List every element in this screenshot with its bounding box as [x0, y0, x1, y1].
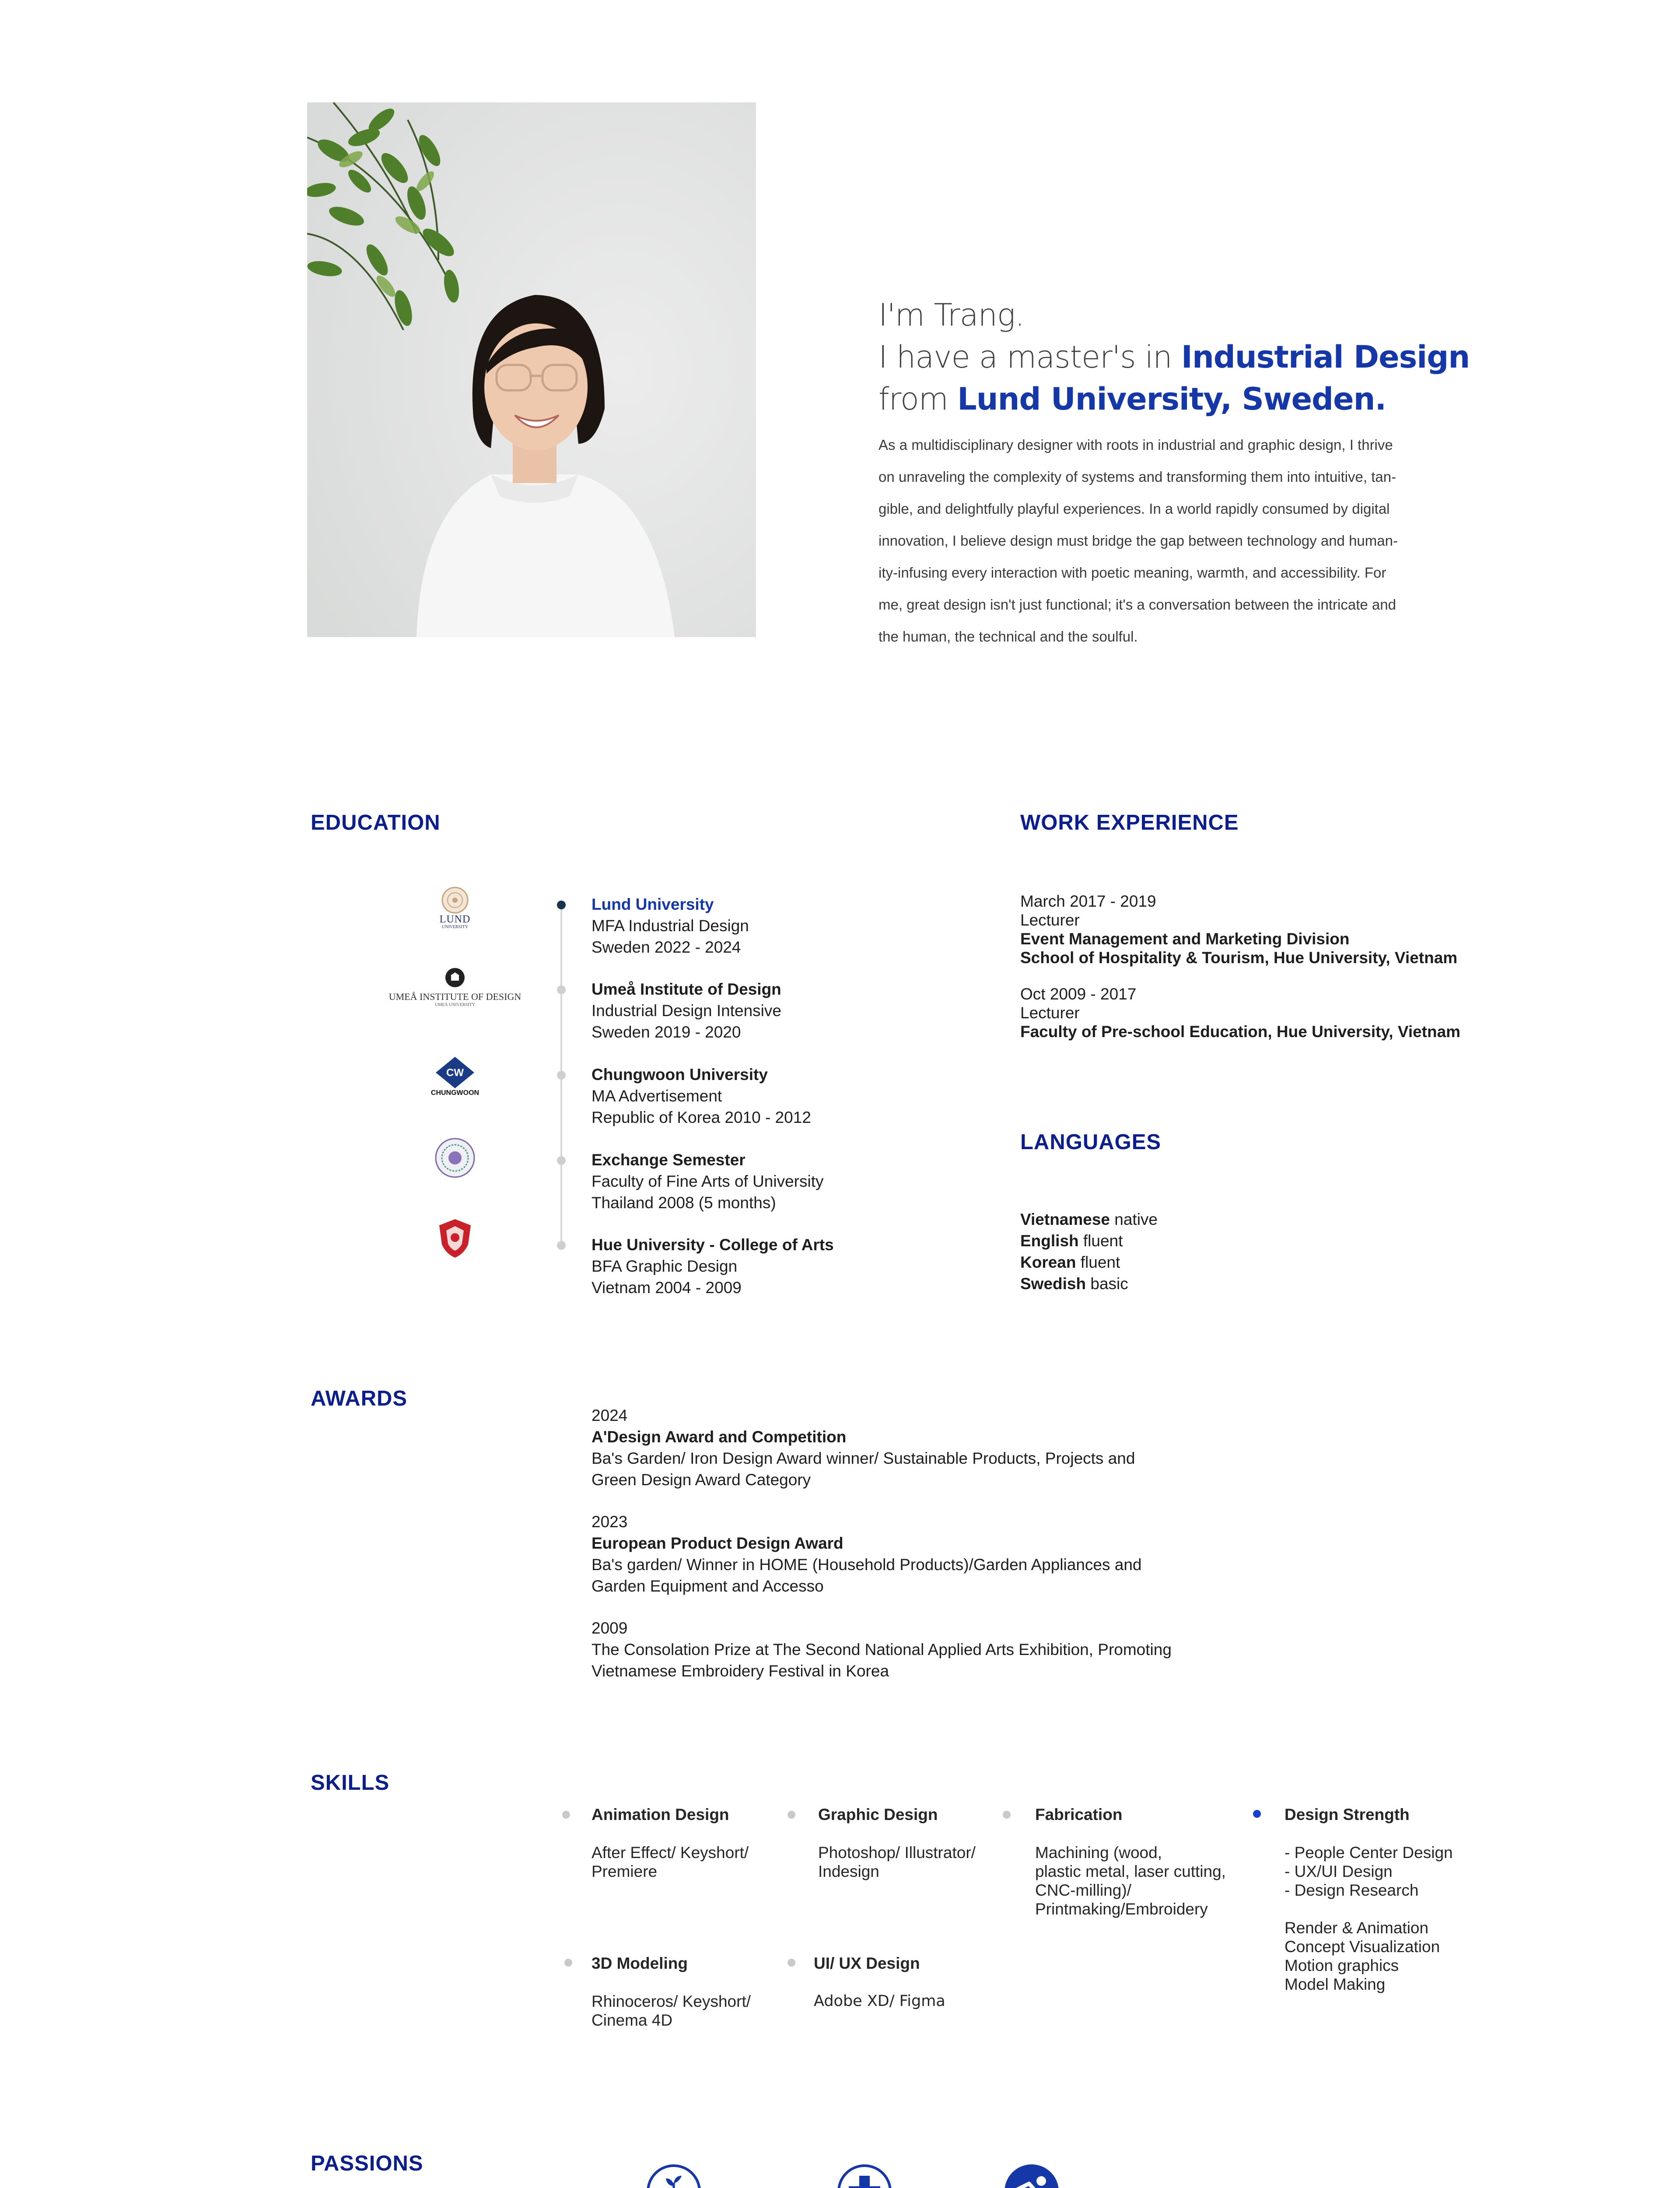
skill-dot — [562, 1811, 570, 1819]
lund-logo-subtext: UNIVERSITY — [442, 925, 468, 929]
chungwoon-logo — [424, 1050, 486, 1103]
award-description: Vietnamese Embroidery Festival in Korea — [592, 1662, 889, 1680]
intro-university: Lund University, Sweden. — [957, 381, 1386, 417]
work-role: Lecturer — [1020, 911, 1080, 929]
education-degree: Industrial Design Intensive — [592, 1002, 781, 1020]
education-dates: Thailand 2008 (5 months) — [592, 1194, 776, 1212]
language-name: Vietnamese — [1020, 1210, 1110, 1228]
education-dates: Vietnam 2004 - 2009 — [592, 1279, 742, 1297]
intro-heading — [878, 294, 1491, 420]
language-item — [1020, 1209, 1370, 1230]
intro-line-1: I'm Trang. — [878, 297, 1025, 333]
education-dates: Sweden 2022 - 2024 — [592, 938, 741, 956]
award-description: Garden Equipment and Accesso — [592, 1577, 824, 1595]
education-entry — [592, 1064, 898, 1128]
bio-line: gible, and delightfully playful experiences. In a world rapidly consumed by digital — [878, 501, 1390, 517]
education-entry — [592, 894, 898, 958]
portrait-illustration — [307, 102, 756, 637]
award-description: Green Design Award Category — [592, 1471, 811, 1489]
skill-list-strength — [1284, 1843, 1512, 1994]
umea-logo — [376, 965, 534, 1009]
swimmer-icon — [1004, 2163, 1060, 2188]
work-entry — [1020, 892, 1545, 967]
skill-tool-line: Premiere — [592, 1862, 658, 1880]
umea-logo-subtext: UMEÅ UNIVERSITY — [435, 1002, 475, 1007]
skill-dot-active — [1253, 1810, 1261, 1818]
skill-title-uiux: UI/ UX Design — [814, 1954, 920, 1972]
skill-tools-uiux — [814, 1992, 1015, 2011]
timeline-dot — [557, 1071, 566, 1080]
education-dates: Sweden 2019 - 2020 — [592, 1023, 741, 1041]
education-dates: Republic of Korea 2010 - 2012 — [592, 1108, 811, 1126]
intro-bio — [878, 429, 1454, 652]
skill-tool-line: CNC-milling)/ — [1035, 1881, 1131, 1899]
timeline-dot — [557, 985, 566, 994]
skill-tool-line: Machining (wood, — [1035, 1844, 1162, 1862]
skill-title-fabrication: Fabrication — [1035, 1806, 1123, 1823]
language-level: native — [1114, 1210, 1158, 1228]
timeline-dot — [557, 1241, 566, 1250]
hand-plant-icon — [646, 2163, 702, 2188]
language-item — [1020, 1273, 1370, 1294]
skill-tools-fabrication — [1035, 1843, 1263, 1918]
skill-strength-line: Model Making — [1284, 1975, 1386, 1993]
skill-strength-line: - Design Research — [1284, 1881, 1419, 1899]
work-org: Faculty of Pre-school Education, Hue University, Vietnam — [1020, 1023, 1461, 1041]
education-entry — [592, 1149, 898, 1213]
work-org: Event Management and Marketing Division — [1020, 930, 1350, 948]
language-name: Korean — [1020, 1253, 1076, 1271]
skill-strength-spacer — [1284, 1900, 1512, 1918]
bio-line: As a multidisciplinary designer with roots in industrial and graphic design, I thrive — [878, 437, 1393, 453]
umea-logo-text: UMEÅ INSTITUTE OF DESIGN — [388, 991, 522, 1002]
skill-dot — [788, 1959, 795, 1967]
skill-dot — [1003, 1811, 1011, 1819]
award-description: Ba's Garden/ Iron Design Award winner/ Sustainable Products, Projects and — [592, 1449, 1135, 1467]
chungwoon-diamond-icon — [435, 1056, 475, 1089]
award-name: European Product Design Award — [592, 1534, 844, 1552]
education-entry — [592, 978, 898, 1043]
language-level: fluent — [1083, 1232, 1123, 1250]
language-name: Swedish — [1020, 1275, 1086, 1293]
education-degree: BFA Graphic Design — [592, 1257, 738, 1275]
skills-heading: SKILLS — [311, 1771, 390, 1795]
skill-title-animation: Animation Design — [592, 1806, 729, 1823]
award-entry — [592, 1617, 1204, 1682]
languages-list — [1020, 1209, 1370, 1294]
skill-tool-line: Photoshop/ Illustrator/ — [818, 1844, 976, 1862]
skill-tools-animation — [592, 1843, 793, 1881]
hue-arts-shield-icon — [438, 1218, 472, 1259]
hue-arts-logo — [435, 1217, 475, 1260]
lund-logo — [429, 884, 481, 932]
work-org: School of Hospitality & Tourism, Hue University, Vietnam — [1020, 949, 1458, 967]
thai-university-seal-icon — [434, 1137, 476, 1178]
thai-university-logo — [433, 1136, 477, 1180]
profile-photo — [307, 102, 756, 637]
education-school: Exchange Semester — [592, 1151, 746, 1169]
award-description: The Consolation Prize at The Second National Applied Arts Exhibition, Promoting — [592, 1641, 1172, 1659]
work-period: Oct 2009 - 2017 — [1020, 985, 1137, 1003]
languages-heading: LANGUAGES — [1020, 1130, 1162, 1154]
work-period: March 2017 - 2019 — [1020, 892, 1156, 910]
award-year: 2023 — [592, 1513, 628, 1531]
timeline-dot-active — [557, 901, 566, 909]
skill-tools-graphic — [818, 1843, 1019, 1881]
work-experience-heading: WORK EXPERIENCE — [1020, 811, 1239, 835]
intro-line-3-prefix: from — [878, 381, 958, 417]
bio-line: on unraveling the complexity of systems and transforming them into intuitive, tan- — [878, 469, 1396, 485]
skill-tool-line: plastic metal, laser cutting, — [1035, 1862, 1226, 1880]
skill-title-3d: 3D Modeling — [592, 1954, 688, 1972]
skill-strength-line: - UX/UI Design — [1284, 1862, 1393, 1880]
bio-line: ity-infusing every interaction with poetic meaning, warmth, and accessibility. For — [878, 565, 1386, 581]
cross-icon — [836, 2163, 892, 2188]
bio-line: the human, the technical and the soulful. — [878, 628, 1138, 645]
skill-tool-line: Indesign — [818, 1862, 879, 1880]
timeline-dot — [557, 1156, 566, 1165]
award-entry — [592, 1405, 1204, 1490]
language-item — [1020, 1230, 1370, 1252]
skill-title-strength: Design Strength — [1284, 1806, 1410, 1823]
language-level: fluent — [1080, 1253, 1120, 1271]
work-entry — [1020, 985, 1545, 1041]
intro-degree: Industrial Design — [1181, 339, 1470, 375]
work-role: Lecturer — [1020, 1004, 1080, 1022]
skill-tool-line: Rhinoceros/ Keyshort/ — [592, 1992, 751, 2010]
chungwoon-logo-text: CHUNGWOON — [430, 1089, 480, 1097]
intro-line-3 — [878, 378, 1491, 420]
skill-tools-3d — [592, 1992, 793, 2030]
award-description: Ba's garden/ Winner in HOME (Household Products)/Garden Appliances and — [592, 1556, 1142, 1574]
umea-emblem-icon — [445, 968, 465, 988]
skill-dot — [788, 1811, 795, 1819]
education-heading: EDUCATION — [311, 811, 441, 835]
award-year: 2009 — [592, 1619, 628, 1637]
bio-line: me, great design isn't just functional; it's a conversation between the intricate and — [878, 596, 1396, 613]
education-school: Chungwoon University — [592, 1066, 768, 1083]
language-item — [1020, 1252, 1370, 1273]
skill-strength-line: Motion graphics — [1284, 1957, 1399, 1974]
skill-tool-line: Printmaking/Embroidery — [1035, 1900, 1208, 1918]
awards-heading: AWARDS — [311, 1387, 408, 1410]
award-entry — [592, 1511, 1204, 1597]
skill-strength-line: Render & Animation — [1284, 1919, 1429, 1937]
intro-line-2-prefix: I have a master's in — [878, 339, 1181, 375]
chungwoon-logo-mark: CW — [446, 1067, 464, 1079]
education-school: Lund University — [592, 895, 714, 913]
skill-tool-line: After Effect/ Keyshort/ — [592, 1844, 749, 1862]
skill-strength-line: - People Center Design — [1284, 1844, 1453, 1862]
skill-strength-line: Concept Visualization — [1284, 1938, 1440, 1956]
education-degree: Faculty of Fine Arts of University — [592, 1172, 824, 1190]
skill-tool-line: Adobe XD/ Figma — [814, 1992, 945, 2010]
education-entry — [592, 1234, 898, 1298]
lund-logo-text: LUND — [439, 914, 471, 925]
language-level: basic — [1090, 1275, 1128, 1293]
education-degree: MA Advertisement — [592, 1087, 722, 1105]
language-name: English — [1020, 1232, 1079, 1250]
award-name: A'Design Award and Competition — [592, 1428, 847, 1446]
skill-title-graphic: Graphic Design — [818, 1806, 938, 1823]
education-school: Hue University - College of Arts — [592, 1236, 834, 1254]
lund-seal-icon — [441, 886, 469, 914]
education-degree: MFA Industrial Design — [592, 917, 749, 935]
bio-line: innovation, I believe design must bridge the gap between technology and human- — [878, 533, 1398, 549]
skill-tool-line: Cinema 4D — [592, 2011, 673, 2029]
skill-dot — [564, 1959, 572, 1967]
award-year: 2024 — [592, 1406, 628, 1424]
passions-heading: PASSIONS — [311, 2152, 424, 2175]
intro-line-2 — [878, 336, 1491, 378]
education-school: Umeå Institute of Design — [592, 980, 781, 998]
